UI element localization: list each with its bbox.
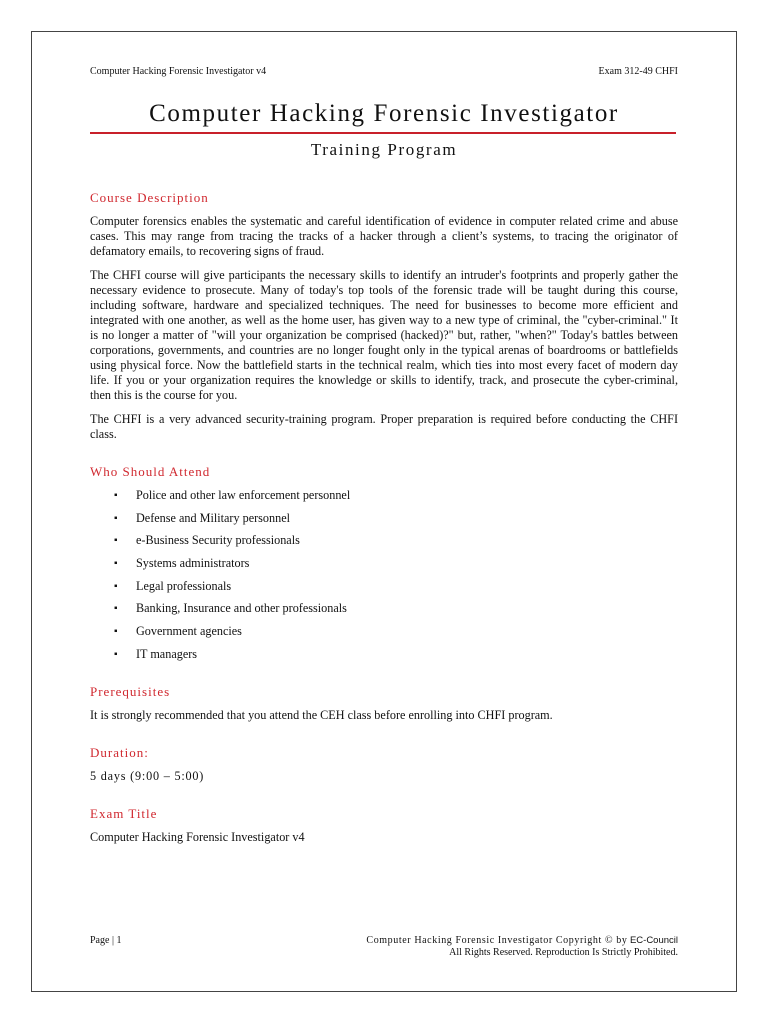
document-title: Computer Hacking Forensic Investigator <box>149 100 619 127</box>
list-item: ▪ Government agencies <box>114 624 678 639</box>
prerequisites-heading: Prerequisites <box>90 683 171 699</box>
attendee-list <box>90 488 678 662</box>
list-item: ▪ Banking, Insurance and other professionals <box>114 601 678 616</box>
footer-copyright: Computer Hacking Forensic Investigator Copyright © by <box>366 935 628 946</box>
list-item: ▪ Police and other law enforcement personnel <box>114 488 678 503</box>
running-header <box>90 66 678 77</box>
duration-text: 5 days (9:00 – 5:00) <box>90 768 205 783</box>
who-should-attend-heading: Who Should Attend <box>90 464 211 479</box>
prerequisites-text: It is strongly recommended that you attend the CEH class before enrolling into CHFI program. <box>90 707 553 722</box>
list-item: ▪ IT managers <box>114 647 678 662</box>
exam-title-heading: Exam Title <box>90 805 158 821</box>
footer-copyright-block <box>366 935 678 959</box>
document-body <box>90 190 678 854</box>
course-description-paragraph: Computer forensics enables the systematic and careful identification of evidence in computer related crime and abuse cases. This may range from tracing the tracks of a hacker through a client’s systems, to tracing the originator of defamatory emails, to recovering signs of fraud. <box>90 214 678 258</box>
course-description-paragraph: The CHFI course will give participants the necessary skills to identify an intruder's footprints and properly gather the necessary evidence to prosecute. Many of today's top tools of the forensic trade will be taught during this course, including software, hardware and specialized techniques. The need for businesses to become more efficient and integrated with one another, as well as the home user, has given way to a new type of criminal, the "cyber-criminal." It is no longer a matter of "will your organization be comprised (hacked)?" but, rather, "when?" Today's battles between corporations, governments, and countries are no longer fought only in the typical arenas of boardrooms or battlefields using physical force. Now the battlefield starts in the technical realm, which ties into most every facet of modern day life. If you or your organization requires the knowledge or skills to identify, track, and prosecute the cyber-criminal, then this is the course for you. <box>90 268 678 402</box>
list-item: ▪ Defense and Military personnel <box>114 511 678 526</box>
list-item: ▪ Legal professionals <box>114 579 678 594</box>
document-subtitle: Training Program <box>310 140 458 159</box>
list-item: ▪ Systems administrators <box>114 556 678 571</box>
title-divider <box>90 132 676 134</box>
exam-title-text: Computer Hacking Forensic Investigator v4 <box>90 829 305 844</box>
duration-heading: Duration: <box>90 744 149 760</box>
ec-council-brand: EC-Council <box>629 935 678 946</box>
header-course-name: Computer Hacking Forensic Investigator v4 <box>90 66 267 77</box>
course-description-paragraph: The CHFI is a very advanced security-training program. Proper preparation is required before conducting the CHFI class. <box>90 412 678 441</box>
list-item: ▪ e-Business Security professionals <box>114 533 678 548</box>
header-exam-code: Exam 312-49 CHFI <box>598 66 678 77</box>
course-description-heading: Course Description <box>90 190 209 205</box>
footer-rights: All Rights Reserved. Reproduction Is Strictly Prohibited. <box>449 947 678 958</box>
page-number: Page | 1 <box>90 935 122 946</box>
